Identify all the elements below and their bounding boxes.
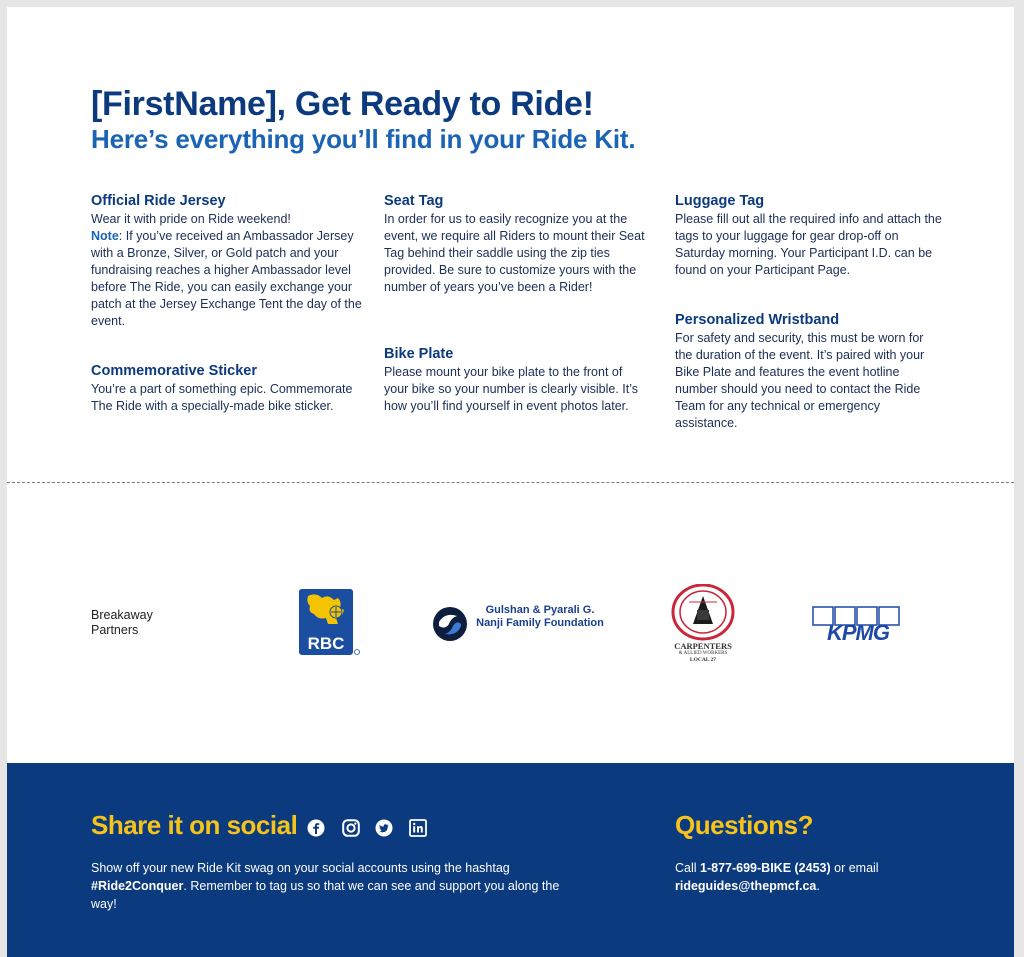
kit-item-bike-plate bbox=[384, 346, 649, 415]
kit-item-wristband bbox=[675, 312, 935, 432]
luggage-tag-heading: Luggage Tag bbox=[675, 193, 765, 209]
kit-item-sticker bbox=[91, 363, 363, 415]
jersey-note-text: : If you’ve received an Ambassador Jersey with a Bronze, Silver, or Gold patch and your fundraising reaches a higher Ambassador level before The Ride, you can easily exchange your patch at the Jersey Exchange Tent the day of the event. bbox=[91, 229, 362, 328]
carpenters-local27-logo bbox=[667, 584, 739, 666]
carpenters-line2: & ALLIED WORKERS bbox=[678, 651, 728, 656]
cut-line-divider bbox=[7, 482, 1014, 483]
nanji-emblem-icon bbox=[431, 604, 471, 644]
questions-text-middle: or email bbox=[830, 861, 879, 875]
bike-plate-heading: Bike Plate bbox=[384, 346, 454, 362]
instagram-icon[interactable] bbox=[342, 819, 360, 837]
luggage-tag-description: Please fill out all the required info and attach the tags to your luggage for gear drop-off on Saturday morning. Your Participant I.D. can be found on your Participant Page. bbox=[675, 212, 942, 277]
share-title: Share it on social bbox=[91, 810, 298, 840]
nanji-foundation-logo bbox=[431, 602, 606, 646]
carpenters-seal-icon bbox=[667, 584, 739, 642]
phone-number-link[interactable]: 1-877-699-BIKE (2453) bbox=[700, 861, 831, 875]
sticker-description: You’re a part of something epic. Commemorate The Ride with a specially-made bike sticker. bbox=[91, 382, 353, 413]
kit-item-jersey bbox=[91, 193, 363, 330]
hashtag: #Ride2Conquer bbox=[91, 879, 184, 893]
jersey-note-label: Note bbox=[91, 229, 119, 243]
page bbox=[7, 7, 1014, 957]
share-text-after: . Remember to tag us so that we can see and support you along the way! bbox=[91, 879, 560, 911]
wristband-heading: Personalized Wristband bbox=[675, 312, 840, 328]
wristband-description: For safety and security, this must be worn for the duration of the event. It’s paired with your Bike Plate and features the event hotline number should you need to contact the Ride Team for any technical or emergency assistance. bbox=[675, 331, 925, 430]
nanji-foundation-name: Gulshan & Pyarali G. Nanji Family Foundation bbox=[476, 604, 604, 629]
kpmg-logo bbox=[812, 606, 904, 646]
carpenters-line1: CARPENTERS bbox=[674, 641, 732, 651]
share-text-before: Show off your new Ride Kit swag on your social accounts using the hashtag bbox=[91, 861, 510, 875]
twitter-icon[interactable] bbox=[375, 819, 393, 837]
questions-text-before: Call bbox=[675, 861, 701, 875]
jersey-intro: Wear it with pride on Ride weekend! bbox=[91, 212, 291, 226]
questions-text-after: . bbox=[816, 879, 820, 893]
seat-tag-description: In order for us to easily recognize you at the event, we require all Riders to mount their Seat Tag behind their saddle using the zip ties provided. Be sure to customize yours with the number of years you’ve been a Rider! bbox=[384, 212, 645, 294]
kit-item-luggage-tag bbox=[675, 193, 950, 279]
sticker-heading: Commemorative Sticker bbox=[91, 363, 258, 379]
linkedin-icon[interactable] bbox=[409, 819, 427, 837]
page-title: [FirstName], Get Ready to Ride! bbox=[91, 85, 594, 123]
bike-plate-description: Please mount your bike plate to the front of your bike so your number is clearly visible. It’s how you’ll find yourself in event photos later. bbox=[384, 365, 639, 413]
facebook-icon[interactable] bbox=[307, 819, 325, 837]
rbc-logo bbox=[298, 588, 362, 663]
kit-item-seat-tag bbox=[384, 193, 649, 296]
jersey-heading: Official Ride Jersey bbox=[91, 193, 226, 209]
footer bbox=[7, 763, 1014, 957]
carpenters-line3: LOCAL 27 bbox=[689, 657, 717, 663]
share-description bbox=[91, 859, 566, 913]
email-link[interactable]: rideguides@thepmcf.ca bbox=[675, 879, 817, 893]
questions-description bbox=[675, 859, 975, 895]
rbc-logo-text: RBC bbox=[307, 634, 345, 653]
kpmg-logo-text: KPMG bbox=[827, 620, 889, 645]
partners-label: Breakaway Partners bbox=[91, 608, 153, 637]
questions-title: Questions? bbox=[675, 810, 814, 840]
jersey-description bbox=[91, 211, 363, 330]
seat-tag-heading: Seat Tag bbox=[384, 193, 444, 209]
page-subtitle: Here’s everything you’ll find in your Ride Kit. bbox=[91, 124, 636, 154]
